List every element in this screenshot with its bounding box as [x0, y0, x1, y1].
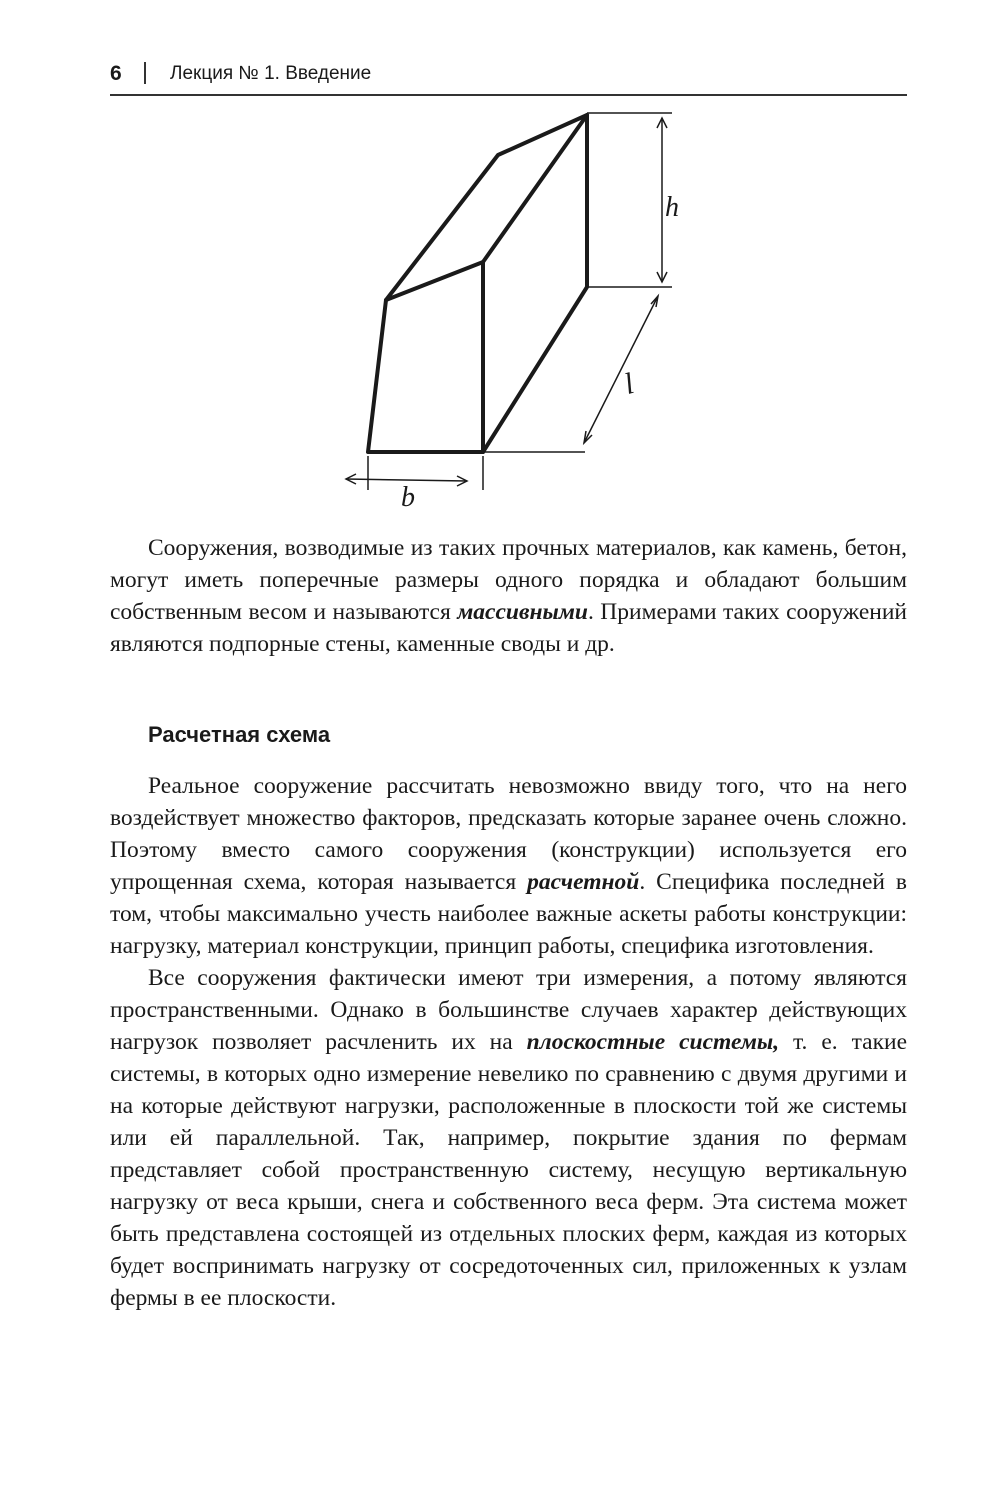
dimension-lines: [346, 113, 672, 490]
label-l: l: [620, 366, 638, 402]
section-heading: Расчетная схема: [148, 722, 331, 747]
paragraph-planar-systems: Все сооружения фактически имеют три измерения, а потому являются пространственными. Однако в большинстве случаев характер действующих нагрузок позволяет расчленить их на плоскостные системы, т. е. такие системы, в которых одно измерение невелико по сравнению с двумя другими и на которые действуют нагрузки, расположенные в плоскости той же системы или ей параллельной. Так, например, покрытие здания по фермам представляет собой пространственную систему, несущую вертикальную нагрузку от веса крыши, снега и собственного веса ферм. Эта система может быть представлена состоящей из отдельных плоских ферм, каждая из которых будет воспринимать нагрузку от сосредоточенных сил, приложенных к узлам фермы в ее плоскости.: [110, 965, 907, 1311]
label-b: b: [401, 482, 415, 513]
section-body: [110, 770, 907, 1314]
prism-top-edges: [386, 115, 587, 300]
prism-silhouette: [368, 115, 587, 452]
paragraph-massive-structures: Сооружения, возводимые из таких прочных материалов, как камень, бетон, могут иметь поперечные размеры одного порядка и обладают большим собственным весом и называются массивными. Примерами таких сооружений являются подпорные стены, каменные своды и др.: [110, 535, 907, 657]
header-separator: [144, 62, 146, 84]
prism-outline: [368, 115, 587, 452]
term-planar: плоскостные системы,: [526, 1029, 780, 1055]
running-title: Лекция № 1. Введение: [170, 63, 372, 84]
term-design: расчетной: [527, 869, 640, 895]
page-number: 6: [110, 62, 122, 85]
prism-figure: [0, 100, 1000, 520]
page-header: [110, 60, 907, 96]
label-h: h: [665, 192, 679, 223]
term-massive: массивными: [457, 599, 589, 625]
paragraph-design-scheme: Реальное сооружение рассчитать невозможно ввиду того, что на него воздействует множество факторов, предсказать которые заранее очень сложно. Поэтому вместо самого сооружения (конструкции) используется его упрощенная схема, которая называется расчетной. Специфика последней в том, чтобы максимально учесть наиболее важные аскеты работы конструкции: нагрузку, материал конструкции, принцип работы, специфика изготовления.: [110, 773, 907, 959]
